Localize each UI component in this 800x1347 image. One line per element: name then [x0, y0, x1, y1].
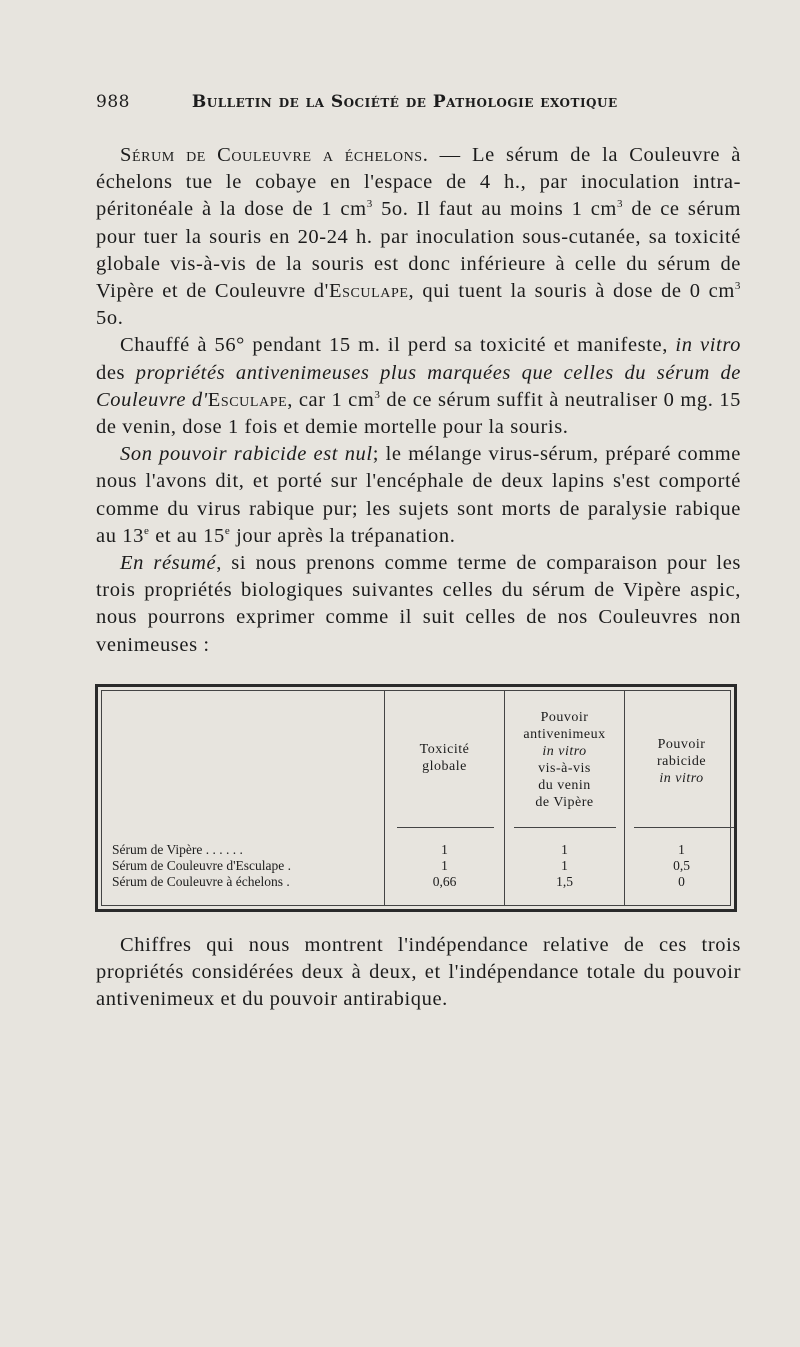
col3-line3: in vitro [659, 771, 704, 786]
body-text [96, 142, 741, 659]
page-number: 988 [96, 92, 130, 112]
p2-text-b: des [96, 361, 136, 384]
paragraph-1 [96, 142, 741, 332]
sup: 3 [734, 280, 741, 293]
col2-line6: de Vipère [535, 795, 594, 810]
sup: 3 [366, 198, 373, 211]
col3-line2: rabicide [656, 754, 707, 769]
sup: 3 [616, 198, 624, 211]
p2-esculape: Esculape [207, 388, 288, 411]
p4-italic: En résumé [120, 552, 217, 575]
cell-antivenimeux: 1 [561, 858, 568, 873]
p2-text-c: , car 1 cm [287, 388, 375, 411]
col2-line3: in vitro [542, 744, 587, 759]
header-rule [634, 827, 734, 828]
row-label: Sérum de Couleuvre à échelons . [112, 874, 290, 889]
row-label: Sérum de Couleuvre d'Esculape . [112, 858, 292, 873]
table-body [102, 842, 730, 890]
paragraph-3 [96, 441, 741, 550]
row-label: Sérum de Vipère . . . . . . [112, 842, 243, 857]
running-title: Bulletin de la Société de Pathologie exotique [191, 92, 618, 112]
p3-text-c: jour après la trépanation. [230, 524, 456, 547]
section-heading: Sérum de Couleuvre a échelons. [120, 144, 429, 166]
cell-toxicite: 1 [441, 858, 448, 873]
table-row [102, 842, 730, 858]
cell-antivenimeux: 1 [561, 842, 568, 857]
running-header [96, 92, 656, 112]
col2-line4: vis-à-vis [538, 761, 591, 776]
p1-text-d: , qui tuent la souris à dose de 0 cm [408, 280, 735, 303]
col-header-toxicite [385, 741, 504, 775]
col1-line1: Toxicité [419, 742, 470, 757]
p2-text-d: de ce sérum suffit à neutraliser 0 mg. 15 de venin, dose 1 fois et demie mortelle pour la souris. [96, 388, 742, 439]
table-row [102, 874, 730, 890]
p1-text-b: 5o. Il faut au moins 1 cm [372, 198, 617, 221]
paragraph-2 [96, 332, 741, 441]
col-header-rabicide [625, 736, 738, 787]
col2-line1: Pouvoir [540, 710, 589, 725]
p1-esculape: Esculape [328, 280, 409, 303]
p2-italic-a: in vitro [675, 334, 741, 357]
p1-text-e: 5o. [96, 307, 124, 330]
p4-text: , si nous prenons comme terme de comparaison pour les trois propriétés biologiques suivantes celles du sérum de Vipère aspic, nous pourrons exprimer comme il suit celles de nos Couleuvres non venimeuses : [96, 552, 741, 656]
p3-italic: Son pouvoir rabicide est nul [120, 443, 373, 466]
closing-text [96, 932, 741, 1014]
col1-line2: globale [422, 759, 467, 774]
p2-text-a: Chauffé à 56° pendant 15 m. il perd sa toxicité et manifeste, [120, 334, 676, 357]
cell-rabicide: 1 [678, 842, 685, 857]
col3-line1: Pouvoir [657, 737, 706, 752]
comparison-table [95, 684, 737, 912]
p3-text-b: et au 15 [149, 524, 225, 547]
col-header-antivenimeux [505, 709, 624, 811]
closing-paragraph: Chiffres qui nous montrent l'indépendance relative de ces trois propriétés considérées deux à deux, et l'indépendance totale du pouvoir antivenimeux et du pouvoir antirabique. [96, 934, 741, 1011]
table-row [102, 858, 730, 874]
sup: e [143, 524, 150, 537]
col2-line2: antivenimeux [523, 727, 606, 742]
p1-text-a: Le sérum de la Couleuvre à échelons tue le cobaye en l'espace de 4 h., par inoculation intra-péritonéale à la dose de 1 cm [96, 144, 741, 221]
header-rule [514, 827, 616, 828]
col2-line5: du venin [538, 778, 591, 793]
cell-rabicide: 0,5 [673, 858, 690, 873]
p1-text-c: de ce sérum pour tuer la souris en 20-24 h. par inoculation sous-cutanée, sa toxicité globale vis-à-vis de la souris est donc inférieure à celle du sérum de Vipère et de Couleuvre d' [96, 198, 741, 303]
dash: — [428, 144, 472, 166]
p2-italic-b: propriétés antivenimeuses plus marquées que celles du sérum de Couleuvre d' [96, 361, 742, 411]
p3-text: ; le mélange virus-sérum, préparé comme nous l'avons dit, et porté sur l'encéphale de deux lapins s'est comporté comme du virus rabique pur; les sujets sont morts de paralysie rabique au 13 [96, 443, 742, 547]
header-rule [397, 827, 494, 828]
sup: e [224, 524, 231, 537]
cell-antivenimeux: 1,5 [556, 874, 573, 889]
table-inner [101, 690, 731, 906]
cell-toxicite: 0,66 [432, 874, 457, 889]
cell-rabicide: 0 [678, 874, 685, 889]
paragraph-4 [96, 550, 741, 659]
cell-toxicite: 1 [441, 842, 448, 857]
sup: 3 [374, 388, 381, 401]
